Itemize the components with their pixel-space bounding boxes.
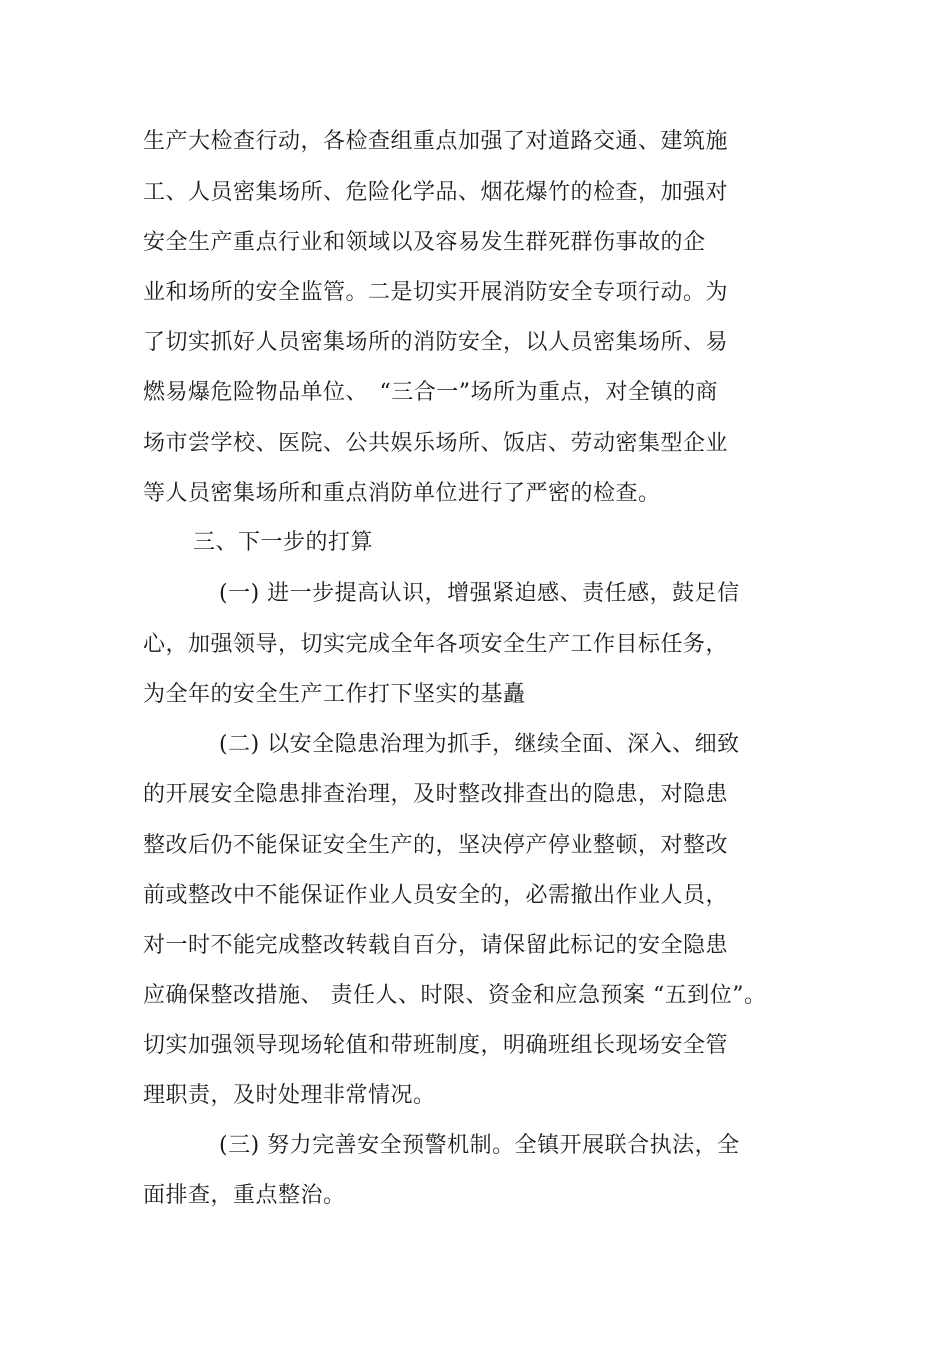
text-line-2: 工、人员密集场所、危险化学品、烟花爆竹的检查，加强对: [143, 180, 729, 205]
text-line-8: 等人员密集场所和重点消防单位进行了严密的检查。: [143, 481, 661, 506]
text-line-11: 心，加强领导，切实完成全年各项安全生产工作目标任务，: [143, 632, 729, 657]
text-line-10: (一) 进一步提高认识，增强紧迫感、责任感，鼓足信: [219, 581, 740, 606]
text-line-14: 的开展安全隐患排查治理，及时整改排查出的隐患，对隐患: [143, 782, 729, 807]
text-line-12: 为全年的安全生产工作打下坚实的基矗: [143, 682, 526, 707]
text-line-3: 安全生产重点行业和领域以及容易发生群死群伤事故的企: [143, 230, 706, 255]
text-line-6: 燃易爆危险物品单位、 “三合一”场所为重点，对全镇的商: [143, 380, 718, 405]
text-line-7: 场市尝学校、医院、公共娱乐场所、饭店、劳动密集型企业: [143, 431, 729, 456]
text-line-18: 应确保整改措施、 责任人、时限、资金和应急预案 “五到位”。: [143, 983, 767, 1008]
text-line-22: 面排查，重点整治。: [143, 1183, 346, 1208]
text-line-4: 业和场所的安全监管。二是切实开展消防安全专项行动。为: [143, 280, 729, 305]
text-line-16: 前或整改中不能保证作业人员安全的，必需撤出作业人员，: [143, 883, 729, 908]
text-line-17: 对一时不能完成整改转载自百分，请保留此标记的安全隐患: [143, 933, 729, 958]
text-line-19: 切实加强领导现场轮值和带班制度，明确班组长现场安全管: [143, 1033, 729, 1058]
text-line-1: 生产大检查行动，各检查组重点加强了对道路交通、建筑施: [143, 129, 729, 154]
text-line-13: (二) 以安全隐患治理为抓手，继续全面、深入、细致: [219, 732, 740, 757]
section-heading: 三、下一步的打算: [193, 530, 374, 555]
text-line-15: 整改后仍不能保证安全生产的，坚决停产停业整顿，对整改: [143, 833, 729, 858]
text-line-20: 理职责，及时处理非常情况。: [143, 1083, 436, 1108]
text-line-5: 了切实抓好人员密集场所的消防安全，以人员密集场所、易: [143, 330, 729, 355]
text-line-21: (三) 努力完善安全预警机制。全镇开展联合执法，全: [219, 1133, 740, 1158]
